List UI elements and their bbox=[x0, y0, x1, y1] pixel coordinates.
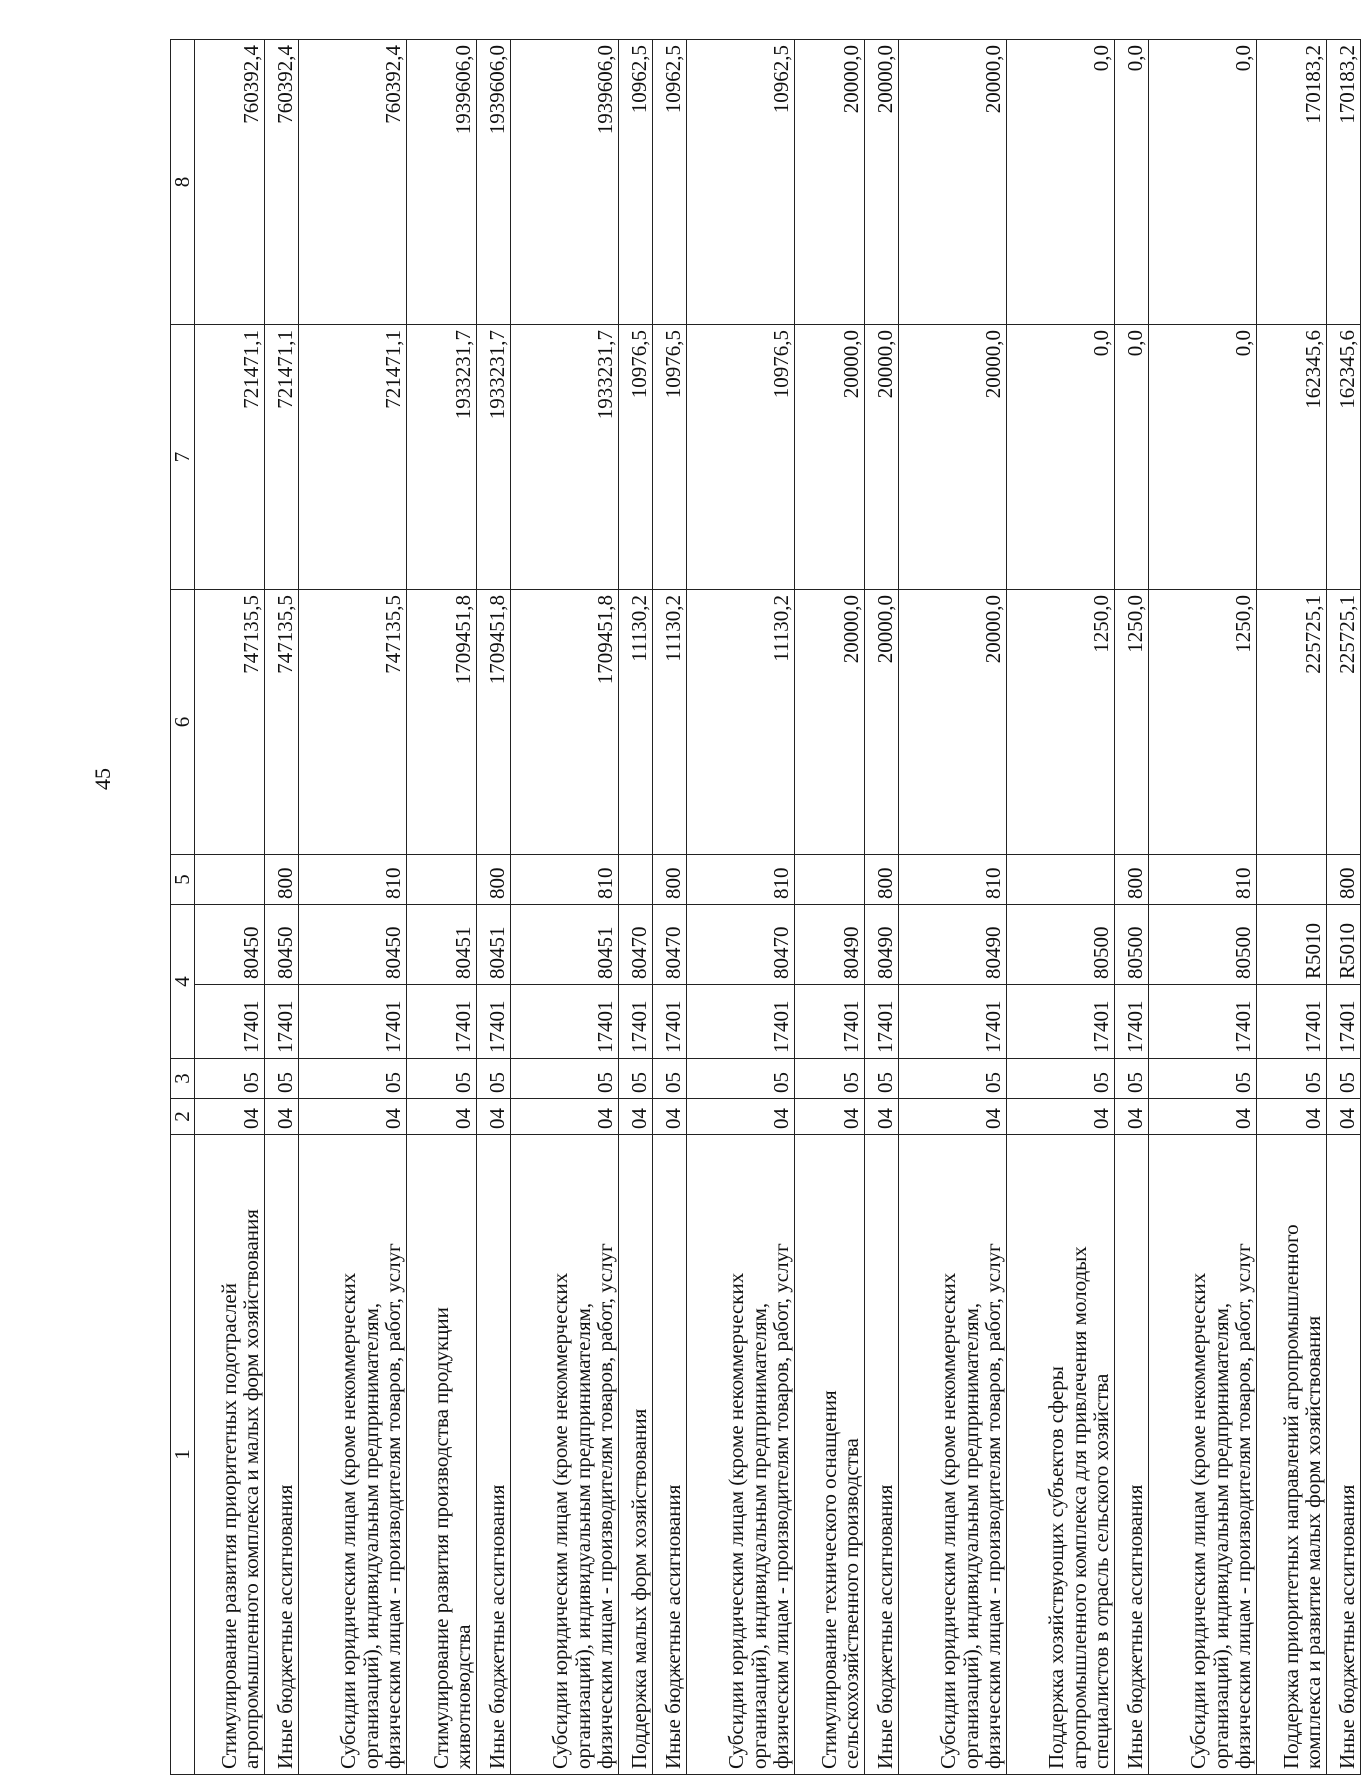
table-row bbox=[1257, 40, 1327, 1775]
subsection-code-cell: 05 bbox=[477, 1059, 511, 1099]
item-name-line: физическим лицам - производителям товаров, работ, услуг bbox=[981, 1243, 1006, 1769]
item-name-cell bbox=[1327, 1135, 1361, 1775]
amount-col7-cell: 20000,0 bbox=[795, 325, 865, 590]
item-name-line: агропромышленного комплекса и малых форм хозяйствования bbox=[239, 1209, 264, 1769]
item-name-cell bbox=[795, 1135, 865, 1775]
amount-col8-cell: 170183,2 bbox=[1327, 40, 1361, 325]
subsection-code-cell: 05 bbox=[1257, 1059, 1327, 1099]
amount-col7-cell: 721471,1 bbox=[299, 325, 407, 590]
item-name-line: Поддержка малых форм хозяйствования bbox=[627, 1408, 652, 1769]
amount-col6-cell: 1709451,8 bbox=[511, 590, 619, 855]
item-name-cell bbox=[687, 1135, 795, 1775]
target-code-cell: 80490 bbox=[899, 905, 1007, 985]
item-name-line: Иные бюджетные ассигнования bbox=[873, 1484, 898, 1769]
subsection-code-cell: 05 bbox=[1327, 1059, 1361, 1099]
subsection-code-cell: 05 bbox=[195, 1059, 265, 1099]
amount-col6-cell: 11130,2 bbox=[653, 590, 687, 855]
item-name-line: Субсидии юридическим лицам (кроме некоммерческих bbox=[723, 1272, 748, 1769]
subsection-code-cell: 05 bbox=[653, 1059, 687, 1099]
amount-col6-cell: 1709451,8 bbox=[477, 590, 511, 855]
budget-table bbox=[170, 39, 1361, 1775]
item-name-line: животноводства bbox=[451, 1624, 476, 1769]
expense-type-cell bbox=[795, 855, 865, 905]
amount-col7-cell: 721471,1 bbox=[195, 325, 265, 590]
col-header-6: 6 bbox=[171, 590, 195, 855]
subsection-code-cell: 05 bbox=[899, 1059, 1007, 1099]
item-name-line: Субсидии юридическим лицам (кроме некоммерческих bbox=[1185, 1272, 1210, 1769]
subsection-code-cell: 05 bbox=[687, 1059, 795, 1099]
item-name-line: Поддержка хозяйствующих субъектов сферы bbox=[1043, 1366, 1068, 1769]
amount-col8-cell: 10962,5 bbox=[619, 40, 653, 325]
expense-type-cell bbox=[407, 855, 477, 905]
program-code-cell: 17401 bbox=[265, 985, 299, 1059]
target-code-cell: 80490 bbox=[795, 905, 865, 985]
item-name-line: агропромышленного комплекса для привлечения молодых bbox=[1066, 1246, 1091, 1769]
amount-col6-cell: 747135,5 bbox=[195, 590, 265, 855]
amount-col8-cell: 10962,5 bbox=[653, 40, 687, 325]
table-row bbox=[687, 40, 795, 1775]
expense-type-cell: 810 bbox=[899, 855, 1007, 905]
amount-col8-cell: 1939606,0 bbox=[511, 40, 619, 325]
item-name-cell bbox=[511, 1135, 619, 1775]
target-code-cell: 80450 bbox=[265, 905, 299, 985]
expense-type-cell: 800 bbox=[865, 855, 899, 905]
amount-col8-cell: 1939606,0 bbox=[477, 40, 511, 325]
item-name-line: Стимулирование технического оснащения bbox=[816, 1390, 841, 1769]
amount-col8-cell: 0,0 bbox=[1149, 40, 1257, 325]
item-name-cell bbox=[299, 1135, 407, 1775]
subsection-code-cell: 05 bbox=[407, 1059, 477, 1099]
page-number: 45 bbox=[90, 768, 115, 790]
amount-col8-cell: 1939606,0 bbox=[407, 40, 477, 325]
table-row bbox=[619, 40, 653, 1775]
target-code-cell: 80470 bbox=[687, 905, 795, 985]
program-code-cell: 17401 bbox=[687, 985, 795, 1059]
amount-col8-cell: 760392,4 bbox=[195, 40, 265, 325]
amount-col6-cell: 747135,5 bbox=[265, 590, 299, 855]
section-code-cell: 04 bbox=[687, 1099, 795, 1135]
item-name-cell bbox=[477, 1135, 511, 1775]
item-name-cell bbox=[265, 1135, 299, 1775]
program-code-cell: 17401 bbox=[477, 985, 511, 1059]
target-code-cell: R5010 bbox=[1257, 905, 1327, 985]
col-header-2: 2 bbox=[171, 1099, 195, 1135]
amount-col6-cell: 20000,0 bbox=[795, 590, 865, 855]
program-code-cell: 17401 bbox=[1257, 985, 1327, 1059]
amount-col6-cell: 11130,2 bbox=[619, 590, 653, 855]
subsection-code-cell: 05 bbox=[619, 1059, 653, 1099]
item-name-line: Иные бюджетные ассигнования bbox=[1123, 1484, 1148, 1769]
program-code-cell: 17401 bbox=[299, 985, 407, 1059]
section-code-cell: 04 bbox=[265, 1099, 299, 1135]
amount-col8-cell: 760392,4 bbox=[265, 40, 299, 325]
amount-col6-cell: 1250,0 bbox=[1149, 590, 1257, 855]
amount-col6-cell: 20000,0 bbox=[899, 590, 1007, 855]
subsection-code-cell: 05 bbox=[795, 1059, 865, 1099]
section-code-cell: 04 bbox=[299, 1099, 407, 1135]
item-name-line: Субсидии юридическим лицам (кроме некоммерческих bbox=[935, 1272, 960, 1769]
item-name-line: Субсидии юридическим лицам (кроме некоммерческих bbox=[335, 1272, 360, 1769]
item-name-cell bbox=[899, 1135, 1007, 1775]
expense-type-cell: 800 bbox=[1327, 855, 1361, 905]
program-code-cell: 17401 bbox=[407, 985, 477, 1059]
target-code-cell: 80450 bbox=[195, 905, 265, 985]
amount-col6-cell: 225725,1 bbox=[1327, 590, 1361, 855]
program-code-cell: 17401 bbox=[195, 985, 265, 1059]
item-name-cell bbox=[407, 1135, 477, 1775]
expense-type-cell: 810 bbox=[1149, 855, 1257, 905]
amount-col7-cell: 721471,1 bbox=[265, 325, 299, 590]
item-name-cell bbox=[865, 1135, 899, 1775]
target-code-cell: 80500 bbox=[1149, 905, 1257, 985]
subsection-code-cell: 05 bbox=[1149, 1059, 1257, 1099]
expense-type-cell bbox=[1257, 855, 1327, 905]
section-code-cell: 04 bbox=[1115, 1099, 1149, 1135]
program-code-cell: 17401 bbox=[619, 985, 653, 1059]
section-code-cell: 04 bbox=[653, 1099, 687, 1135]
item-name-line: организаций), индивидуальным предпринимателям, bbox=[746, 1302, 771, 1769]
amount-col7-cell: 20000,0 bbox=[865, 325, 899, 590]
table-row bbox=[407, 40, 477, 1775]
section-code-cell: 04 bbox=[795, 1099, 865, 1135]
section-code-cell: 04 bbox=[1007, 1099, 1115, 1135]
item-name-cell bbox=[619, 1135, 653, 1775]
amount-col7-cell: 0,0 bbox=[1007, 325, 1115, 590]
section-code-cell: 04 bbox=[1257, 1099, 1327, 1135]
amount-col7-cell: 162345,6 bbox=[1257, 325, 1327, 590]
program-code-cell: 17401 bbox=[795, 985, 865, 1059]
expense-type-cell bbox=[195, 855, 265, 905]
amount-col8-cell: 10962,5 bbox=[687, 40, 795, 325]
section-code-cell: 04 bbox=[195, 1099, 265, 1135]
amount-col8-cell: 20000,0 bbox=[899, 40, 1007, 325]
item-name-line: физическим лицам - производителям товаров, работ, услуг bbox=[1231, 1243, 1256, 1769]
item-name-line: комплекса и развитие малых форм хозяйствования bbox=[1301, 1315, 1326, 1769]
table-row bbox=[265, 40, 299, 1775]
section-code-cell: 04 bbox=[899, 1099, 1007, 1135]
section-code-cell: 04 bbox=[865, 1099, 899, 1135]
item-name-line: Стимулирование развития приоритетных подотраслей bbox=[216, 1283, 241, 1769]
item-name-line: физическим лицам - производителям товаров, работ, услуг bbox=[769, 1243, 794, 1769]
amount-col6-cell: 225725,1 bbox=[1257, 590, 1327, 855]
target-code-cell: 80470 bbox=[653, 905, 687, 985]
amount-col6-cell: 11130,2 bbox=[687, 590, 795, 855]
item-name-line: сельскохозяйственного производства bbox=[839, 1438, 864, 1769]
target-code-cell: 80470 bbox=[619, 905, 653, 985]
expense-type-cell bbox=[1007, 855, 1115, 905]
expense-type-cell: 800 bbox=[265, 855, 299, 905]
table-row bbox=[1115, 40, 1149, 1775]
target-code-cell: 80500 bbox=[1115, 905, 1149, 985]
amount-col7-cell: 1933231,7 bbox=[407, 325, 477, 590]
table-row bbox=[899, 40, 1007, 1775]
target-code-cell: R5010 bbox=[1327, 905, 1361, 985]
subsection-code-cell: 05 bbox=[1007, 1059, 1115, 1099]
target-code-cell: 80450 bbox=[299, 905, 407, 985]
item-name-line: Стимулирование развития производства продукции bbox=[428, 1307, 453, 1769]
section-code-cell: 04 bbox=[1327, 1099, 1361, 1135]
item-name-cell bbox=[1149, 1135, 1257, 1775]
item-name-cell bbox=[1007, 1135, 1115, 1775]
section-code-cell: 04 bbox=[1149, 1099, 1257, 1135]
expense-type-cell: 800 bbox=[477, 855, 511, 905]
amount-col6-cell: 1709451,8 bbox=[407, 590, 477, 855]
amount-col7-cell: 10976,5 bbox=[619, 325, 653, 590]
amount-col7-cell: 0,0 bbox=[1115, 325, 1149, 590]
expense-type-cell: 800 bbox=[1115, 855, 1149, 905]
amount-col8-cell: 760392,4 bbox=[299, 40, 407, 325]
subsection-code-cell: 05 bbox=[511, 1059, 619, 1099]
target-code-cell: 80451 bbox=[407, 905, 477, 985]
item-name-line: Иные бюджетные ассигнования bbox=[273, 1484, 298, 1769]
col-header-3: 3 bbox=[171, 1059, 195, 1099]
col-header-5: 5 bbox=[171, 855, 195, 905]
item-name-line: специалистов в отрасль сельского хозяйства bbox=[1089, 1373, 1114, 1769]
amount-col7-cell: 10976,5 bbox=[653, 325, 687, 590]
header-row bbox=[171, 40, 195, 1775]
amount-col7-cell: 162345,6 bbox=[1327, 325, 1361, 590]
expense-type-cell: 810 bbox=[299, 855, 407, 905]
amount-col7-cell: 10976,5 bbox=[687, 325, 795, 590]
subsection-code-cell: 05 bbox=[865, 1059, 899, 1099]
col-header-1: 1 bbox=[171, 1135, 195, 1775]
program-code-cell: 17401 bbox=[865, 985, 899, 1059]
item-name-line: физическим лицам - производителям товаров, работ, услуг bbox=[593, 1243, 618, 1769]
item-name-cell bbox=[195, 1135, 265, 1775]
section-code-cell: 04 bbox=[407, 1099, 477, 1135]
table-body bbox=[195, 40, 1361, 1775]
item-name-cell bbox=[653, 1135, 687, 1775]
col-header-7: 7 bbox=[171, 325, 195, 590]
target-code-cell: 80500 bbox=[1007, 905, 1115, 985]
item-name-line: Субсидии юридическим лицам (кроме некоммерческих bbox=[547, 1272, 572, 1769]
item-name-cell bbox=[1257, 1135, 1327, 1775]
item-name-line: организаций), индивидуальным предпринимателям, bbox=[958, 1302, 983, 1769]
amount-col7-cell: 1933231,7 bbox=[511, 325, 619, 590]
table-row bbox=[299, 40, 407, 1775]
item-name-line: организаций), индивидуальным предпринимателям, bbox=[358, 1302, 383, 1769]
program-code-cell: 17401 bbox=[1149, 985, 1257, 1059]
table-row bbox=[1327, 40, 1361, 1775]
item-name-line: физическим лицам - производителям товаров, работ, услуг bbox=[381, 1243, 406, 1769]
program-code-cell: 17401 bbox=[1327, 985, 1361, 1059]
amount-col8-cell: 20000,0 bbox=[795, 40, 865, 325]
table-row bbox=[195, 40, 265, 1775]
amount-col6-cell: 20000,0 bbox=[865, 590, 899, 855]
subsection-code-cell: 05 bbox=[299, 1059, 407, 1099]
amount-col7-cell: 20000,0 bbox=[899, 325, 1007, 590]
subsection-code-cell: 05 bbox=[1115, 1059, 1149, 1099]
program-code-cell: 17401 bbox=[653, 985, 687, 1059]
amount-col8-cell: 0,0 bbox=[1007, 40, 1115, 325]
target-code-cell: 80451 bbox=[477, 905, 511, 985]
amount-col7-cell: 0,0 bbox=[1149, 325, 1257, 590]
amount-col8-cell: 170183,2 bbox=[1257, 40, 1327, 325]
table-row bbox=[1149, 40, 1257, 1775]
program-code-cell: 17401 bbox=[1115, 985, 1149, 1059]
table-row bbox=[1007, 40, 1115, 1775]
expense-type-cell: 800 bbox=[653, 855, 687, 905]
section-code-cell: 04 bbox=[511, 1099, 619, 1135]
amount-col6-cell: 1250,0 bbox=[1115, 590, 1149, 855]
budget-table-rotated bbox=[170, 40, 1360, 1775]
amount-col8-cell: 20000,0 bbox=[865, 40, 899, 325]
section-code-cell: 04 bbox=[619, 1099, 653, 1135]
item-name-line: Иные бюджетные ассигнования bbox=[1335, 1484, 1360, 1769]
amount-col8-cell: 0,0 bbox=[1115, 40, 1149, 325]
table-row bbox=[865, 40, 899, 1775]
item-name-line: Поддержка приоритетных направлений агропромышленного bbox=[1278, 1224, 1303, 1769]
amount-col7-cell: 1933231,7 bbox=[477, 325, 511, 590]
table-row bbox=[795, 40, 865, 1775]
table-row bbox=[511, 40, 619, 1775]
item-name-cell bbox=[1115, 1135, 1149, 1775]
program-code-cell: 17401 bbox=[899, 985, 1007, 1059]
table-row bbox=[653, 40, 687, 1775]
expense-type-cell: 810 bbox=[511, 855, 619, 905]
amount-col6-cell: 1250,0 bbox=[1007, 590, 1115, 855]
col-header-8: 8 bbox=[171, 40, 195, 325]
item-name-line: Иные бюджетные ассигнования bbox=[661, 1484, 686, 1769]
subsection-code-cell: 05 bbox=[265, 1059, 299, 1099]
expense-type-cell bbox=[619, 855, 653, 905]
item-name-line: организаций), индивидуальным предпринимателям, bbox=[570, 1302, 595, 1769]
target-code-cell: 80451 bbox=[511, 905, 619, 985]
table-row bbox=[477, 40, 511, 1775]
section-code-cell: 04 bbox=[477, 1099, 511, 1135]
col-header-4: 4 bbox=[171, 905, 195, 1059]
program-code-cell: 17401 bbox=[511, 985, 619, 1059]
item-name-line: Иные бюджетные ассигнования bbox=[485, 1484, 510, 1769]
target-code-cell: 80490 bbox=[865, 905, 899, 985]
item-name-line: организаций), индивидуальным предпринимателям, bbox=[1208, 1302, 1233, 1769]
program-code-cell: 17401 bbox=[1007, 985, 1115, 1059]
amount-col6-cell: 747135,5 bbox=[299, 590, 407, 855]
expense-type-cell: 810 bbox=[687, 855, 795, 905]
